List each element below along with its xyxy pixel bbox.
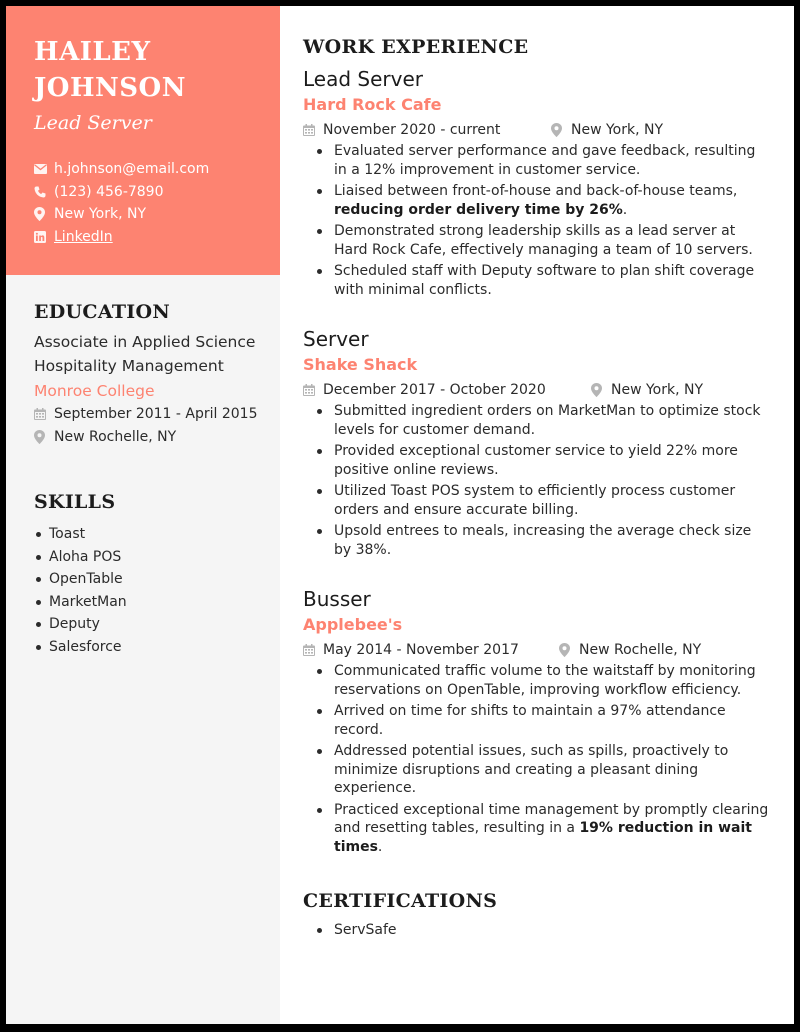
job-company: Shake Shack: [303, 355, 418, 374]
education-location: New Rochelle, NY: [54, 428, 177, 445]
certifications-list: [303, 920, 772, 940]
job-bullet: Provided exceptional customer service to yield 22% more positive online reviews.: [303, 442, 772, 479]
linkedin-link[interactable]: LinkedIn: [54, 228, 113, 245]
job-location-group: [591, 382, 703, 398]
education-heading: EDUCATION: [34, 301, 170, 323]
work-heading: WORK EXPERIENCE: [303, 36, 529, 58]
job-location-group: [551, 122, 663, 138]
job-bullet: Scheduled staff with Deputy software to plan shift coverage with minimal conflicts.: [303, 262, 772, 299]
email-text: h.johnson@email.com: [54, 161, 210, 178]
profile-header: [6, 6, 280, 275]
job-title: Server: [303, 327, 369, 351]
job-meta: [303, 379, 772, 401]
bullet-text: .: [622, 201, 628, 218]
skill-item: Deputy: [34, 613, 264, 636]
job-bullets: [303, 662, 772, 856]
phone-icon: [34, 186, 54, 198]
bullet-highlight: 19% reduction in wait times: [334, 820, 752, 855]
job-entry: [303, 66, 772, 299]
name-first: HAILEY: [34, 37, 151, 67]
job-bullet: [303, 182, 772, 219]
calendar-icon: [303, 124, 323, 136]
contact-email[interactable]: [34, 158, 270, 181]
skill-item: OpenTable: [34, 568, 264, 591]
bullet-highlight: reducing order delivery time by 26%: [334, 201, 623, 218]
name-last: JOHNSON: [34, 73, 186, 103]
envelope-icon: [34, 164, 54, 174]
job-entry: [303, 326, 772, 559]
candidate-name: [34, 34, 270, 106]
linkedin-icon: [34, 231, 54, 243]
bullet-text: Practiced exceptional time management by promptly clearing and resetting tables, resulting in a: [334, 801, 769, 836]
job-location: New York, NY: [571, 122, 664, 138]
calendar-icon: [303, 384, 323, 396]
job-location: New Rochelle, NY: [579, 642, 702, 658]
job-entry: [303, 586, 772, 856]
skill-item: MarketMan: [34, 591, 264, 614]
job-bullet: Upsold entrees to meals, increasing the average check size by 38%.: [303, 522, 772, 559]
job-company: Applebee's: [303, 615, 403, 634]
job-dates: November 2020 - current: [323, 122, 501, 138]
skill-item: Toast: [34, 523, 264, 546]
map-pin-icon: [591, 383, 611, 397]
job-location: New York, NY: [611, 382, 704, 398]
education-major: Hospitality Management: [34, 357, 224, 375]
skill-item: Aloha POS: [34, 546, 264, 569]
calendar-icon: [303, 644, 323, 656]
calendar-icon: [34, 408, 54, 420]
education-dates-row: [34, 402, 264, 425]
job-company: Hard Rock Cafe: [303, 95, 442, 114]
map-pin-icon: [551, 123, 571, 137]
education-location-row: [34, 425, 264, 448]
education-degree: Associate in Applied Science: [34, 333, 256, 351]
job-dates: May 2014 - November 2017: [323, 642, 519, 658]
sidebar: [6, 6, 280, 1024]
job-bullets: [303, 142, 772, 299]
map-pin-icon: [559, 643, 579, 657]
education-school: Monroe College: [34, 382, 155, 400]
candidate-title: Lead Server: [34, 112, 152, 134]
location-text: New York, NY: [54, 206, 147, 223]
job-bullet: Arrived on time for shifts to maintain a 97% attendance record.: [303, 702, 772, 739]
phone-text: (123) 456-7890: [54, 183, 164, 200]
bullet-text: Liaised between front-of-house and back-of-house teams,: [334, 183, 738, 199]
contact-linkedin[interactable]: [34, 226, 270, 249]
job-title: Busser: [303, 587, 371, 611]
job-bullet: Submitted ingredient orders on MarketMan to optimize stock levels for customer demand.: [303, 402, 772, 439]
main-content: [280, 6, 794, 1024]
job-dates: December 2017 - October 2020: [323, 382, 546, 398]
skills-heading: SKILLS: [34, 491, 116, 513]
job-location-group: [559, 642, 701, 658]
job-bullets: [303, 402, 772, 559]
map-pin-icon: [34, 207, 54, 221]
certification-item: ServSafe: [303, 920, 772, 940]
job-bullet: Demonstrated strong leadership skills as a lead server at Hard Rock Cafe, effectively managing a team of 10 servers.: [303, 222, 772, 259]
job-bullet: Addressed potential issues, such as spills, proactively to minimize disruptions and creating a pleasant dining experience.: [303, 742, 772, 798]
skill-item: Salesforce: [34, 636, 264, 659]
skills-list: [34, 523, 264, 658]
job-title: Lead Server: [303, 67, 423, 91]
job-bullet: Communicated traffic volume to the waitstaff by monitoring reservations on OpenTable, improving workflow efficiency.: [303, 662, 772, 699]
job-bullet: Utilized Toast POS system to efficiently process customer orders and ensure accurate billing.: [303, 482, 772, 519]
job-bullet: [303, 801, 772, 857]
job-meta: [303, 119, 772, 141]
job-meta: [303, 639, 772, 661]
job-bullet: Evaluated server performance and gave feedback, resulting in a 12% improvement in customer service.: [303, 142, 772, 179]
education-dates: September 2011 - April 2015: [54, 405, 258, 422]
contact-location: [34, 203, 270, 226]
contact-phone[interactable]: [34, 181, 270, 204]
bullet-text: .: [377, 838, 383, 855]
certifications-heading: CERTIFICATIONS: [303, 890, 498, 912]
map-pin-icon: [34, 430, 54, 444]
sidebar-body: [6, 275, 280, 658]
